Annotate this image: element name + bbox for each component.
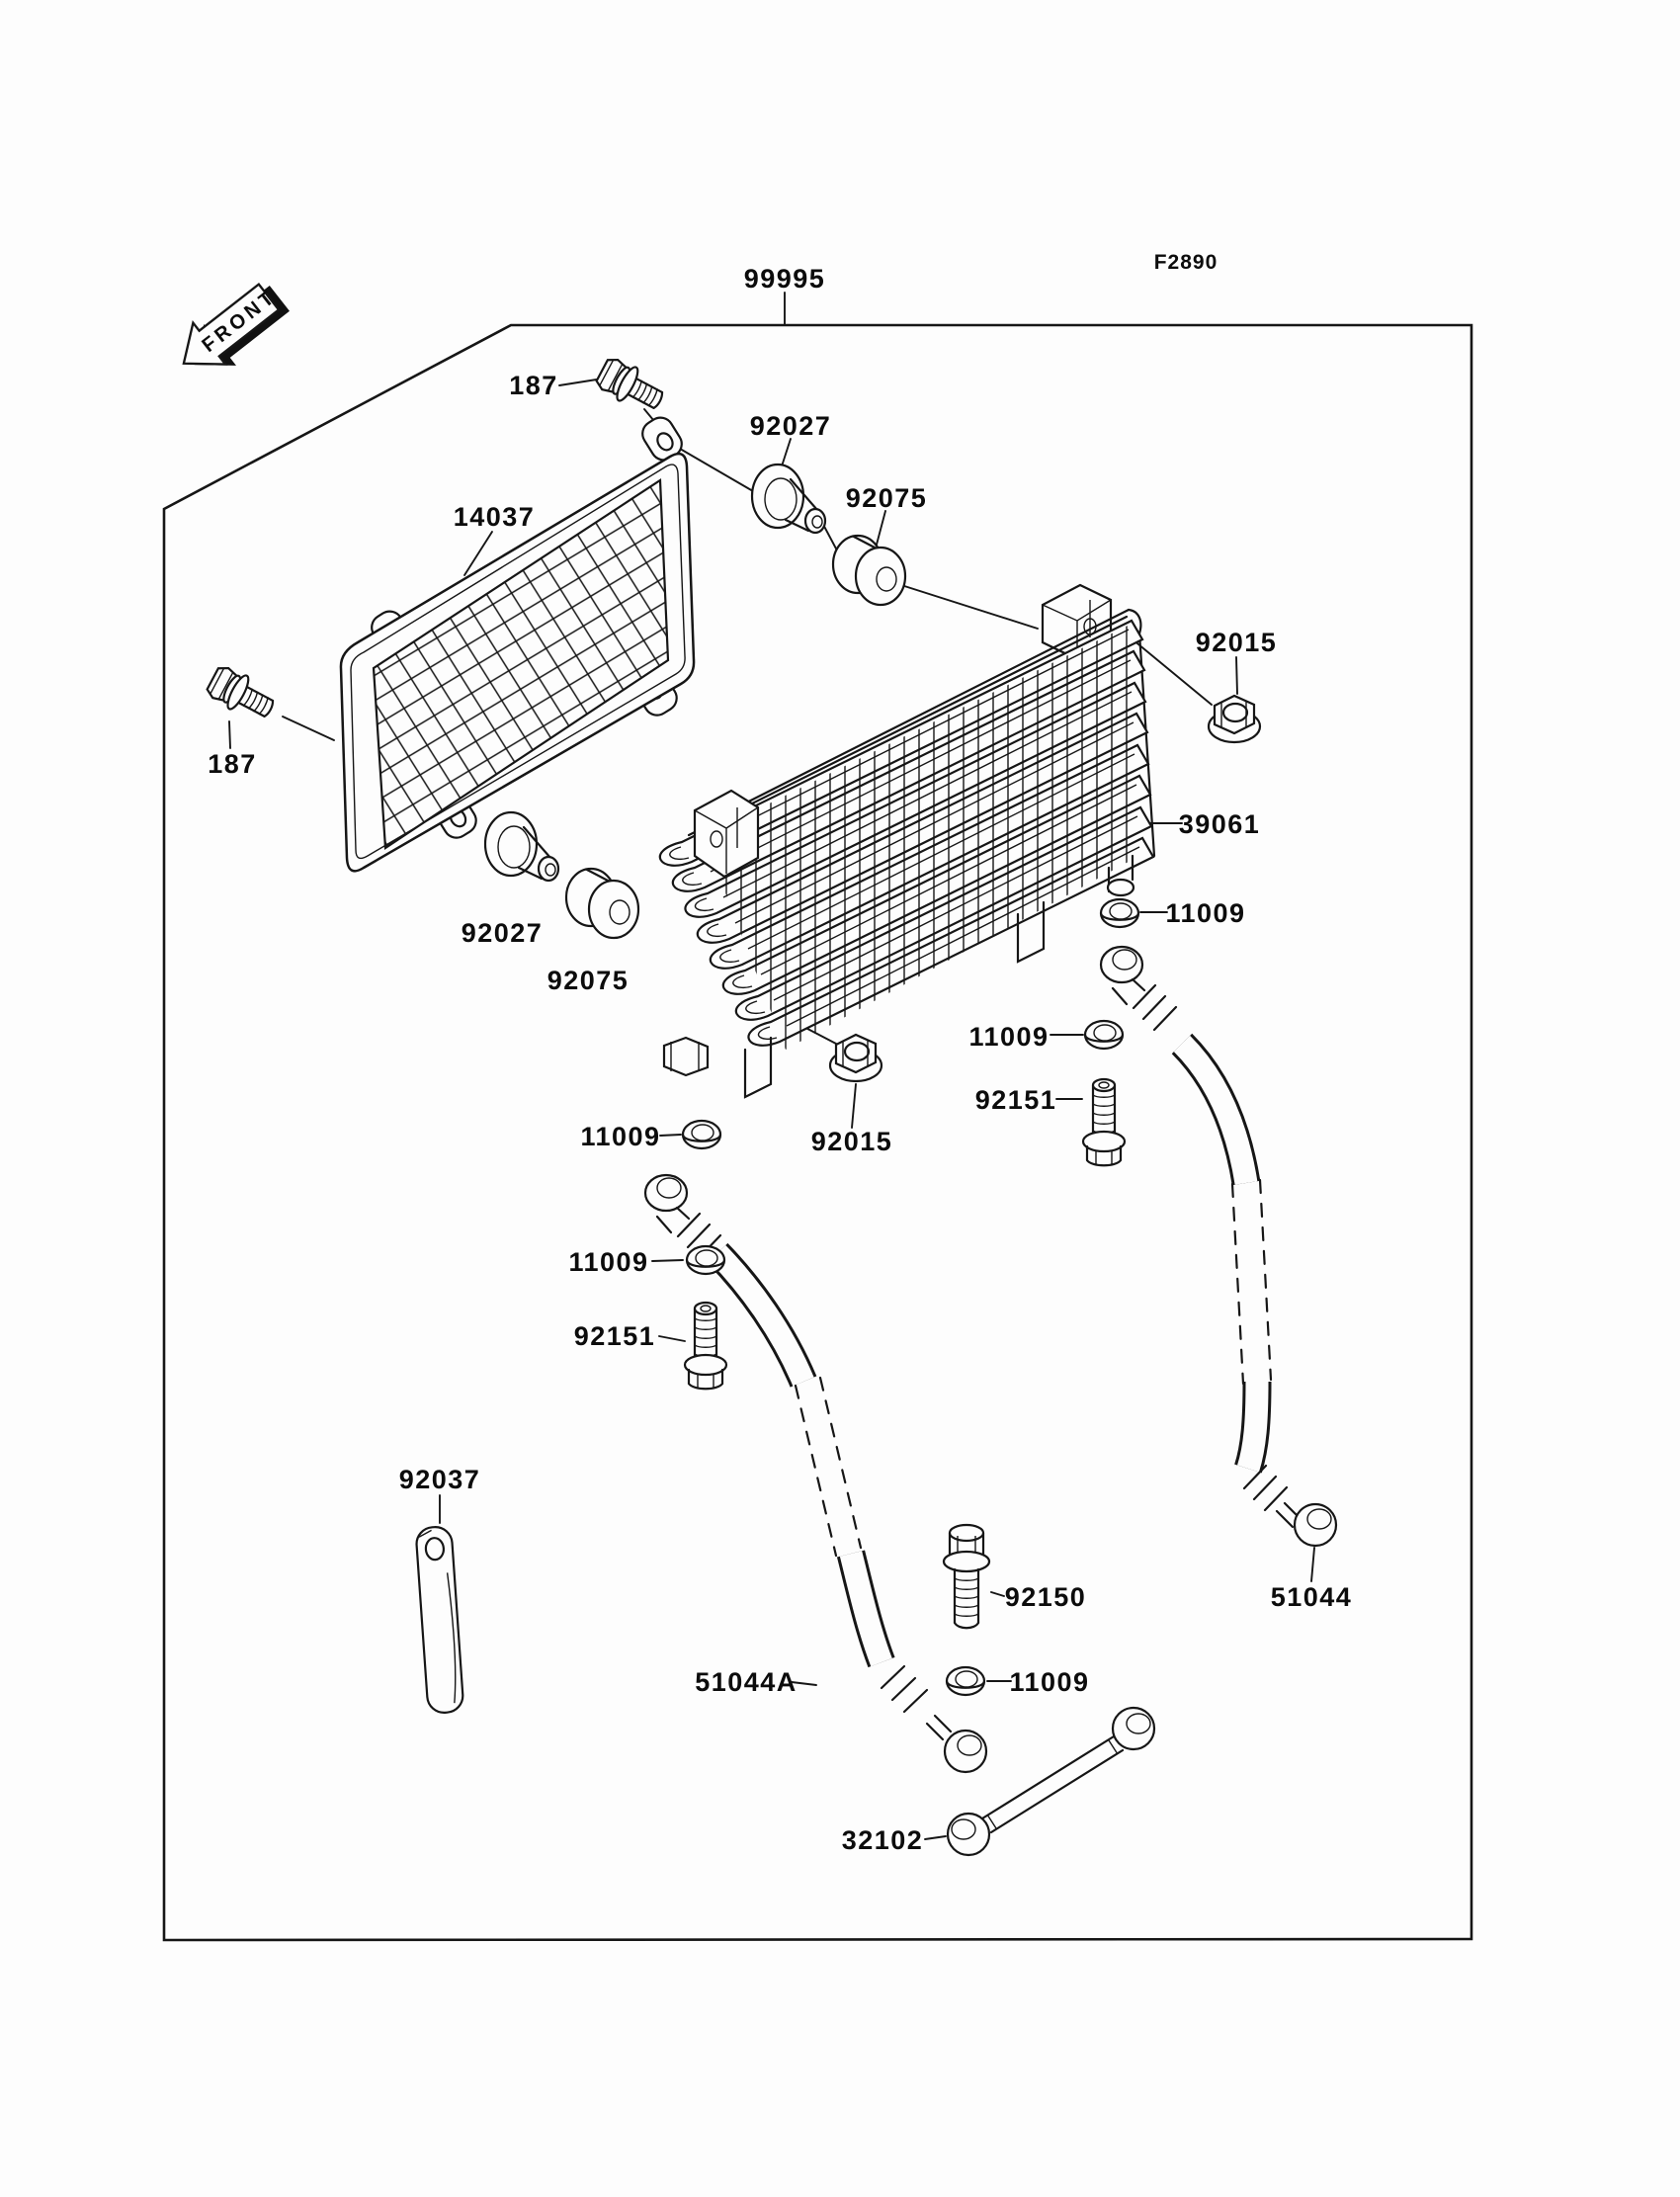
label-187-top: 187 bbox=[509, 371, 558, 400]
bolt-92151-left bbox=[685, 1303, 726, 1389]
nut-92015-bottom bbox=[830, 1035, 882, 1081]
label-92151-left: 92151 bbox=[573, 1321, 656, 1351]
link-32102 bbox=[948, 1708, 1154, 1855]
washer-11009-4 bbox=[687, 1246, 724, 1274]
washer-11009-3 bbox=[683, 1121, 720, 1148]
label-92075-top: 92075 bbox=[845, 483, 928, 513]
label-11009-2: 11009 bbox=[968, 1022, 1050, 1052]
label-92027-bottom: 92027 bbox=[461, 918, 544, 948]
cooler-leg-left bbox=[745, 1038, 771, 1097]
grommet-92075-upper bbox=[833, 536, 905, 605]
grommet-92027-lower bbox=[485, 812, 558, 881]
label-14037: 14037 bbox=[453, 502, 536, 532]
mesh-guard-14037 bbox=[341, 413, 694, 872]
label-92015-top: 92015 bbox=[1195, 628, 1278, 657]
front-arrow-label: FRONT bbox=[198, 285, 282, 358]
label-99995: 99995 bbox=[743, 264, 826, 294]
label-187-left: 187 bbox=[208, 749, 257, 779]
washer-11009-2 bbox=[1085, 1021, 1123, 1049]
bolt-187-top bbox=[593, 354, 668, 418]
bolt-187-left bbox=[204, 662, 279, 726]
bolt-92150 bbox=[944, 1525, 989, 1628]
label-92075-bottom: 92075 bbox=[546, 966, 630, 995]
label-92151-right: 92151 bbox=[974, 1085, 1057, 1115]
hose-51044 bbox=[1101, 947, 1336, 1546]
washer-11009-5 bbox=[947, 1667, 984, 1695]
label-51044a: 51044A bbox=[695, 1667, 798, 1697]
cooler-bracket-left bbox=[695, 791, 758, 877]
grommet-92027-upper bbox=[752, 465, 825, 533]
label-figure-code: F2890 bbox=[1153, 251, 1218, 274]
label-92027-top: 92027 bbox=[749, 411, 832, 441]
front-arrow bbox=[168, 272, 296, 390]
label-11009-5: 11009 bbox=[1009, 1667, 1090, 1697]
washer-11009-1 bbox=[1101, 899, 1138, 927]
guard-mesh-cross bbox=[374, 480, 668, 848]
label-51044: 51044 bbox=[1270, 1582, 1353, 1612]
grommet-92075-lower bbox=[566, 869, 638, 938]
label-11009-3: 11009 bbox=[580, 1122, 661, 1151]
cooler-hex-fitting bbox=[664, 1038, 708, 1075]
label-11009-1: 11009 bbox=[1165, 898, 1246, 928]
label-11009-4: 11009 bbox=[568, 1247, 649, 1277]
label-92015-bottom: 92015 bbox=[810, 1127, 893, 1156]
bolt-92151-right bbox=[1083, 1079, 1125, 1165]
oil-cooler-core-39061 bbox=[660, 585, 1154, 1097]
hose-51044a-dashed bbox=[796, 1378, 861, 1556]
nut-92015-top bbox=[1209, 696, 1260, 742]
label-92150: 92150 bbox=[1004, 1582, 1087, 1612]
hose-51044-dashed bbox=[1232, 1180, 1271, 1384]
label-39061: 39061 bbox=[1178, 809, 1261, 839]
label-32102: 32102 bbox=[841, 1825, 924, 1855]
label-92037: 92037 bbox=[398, 1465, 481, 1494]
strap-92037 bbox=[415, 1526, 463, 1714]
